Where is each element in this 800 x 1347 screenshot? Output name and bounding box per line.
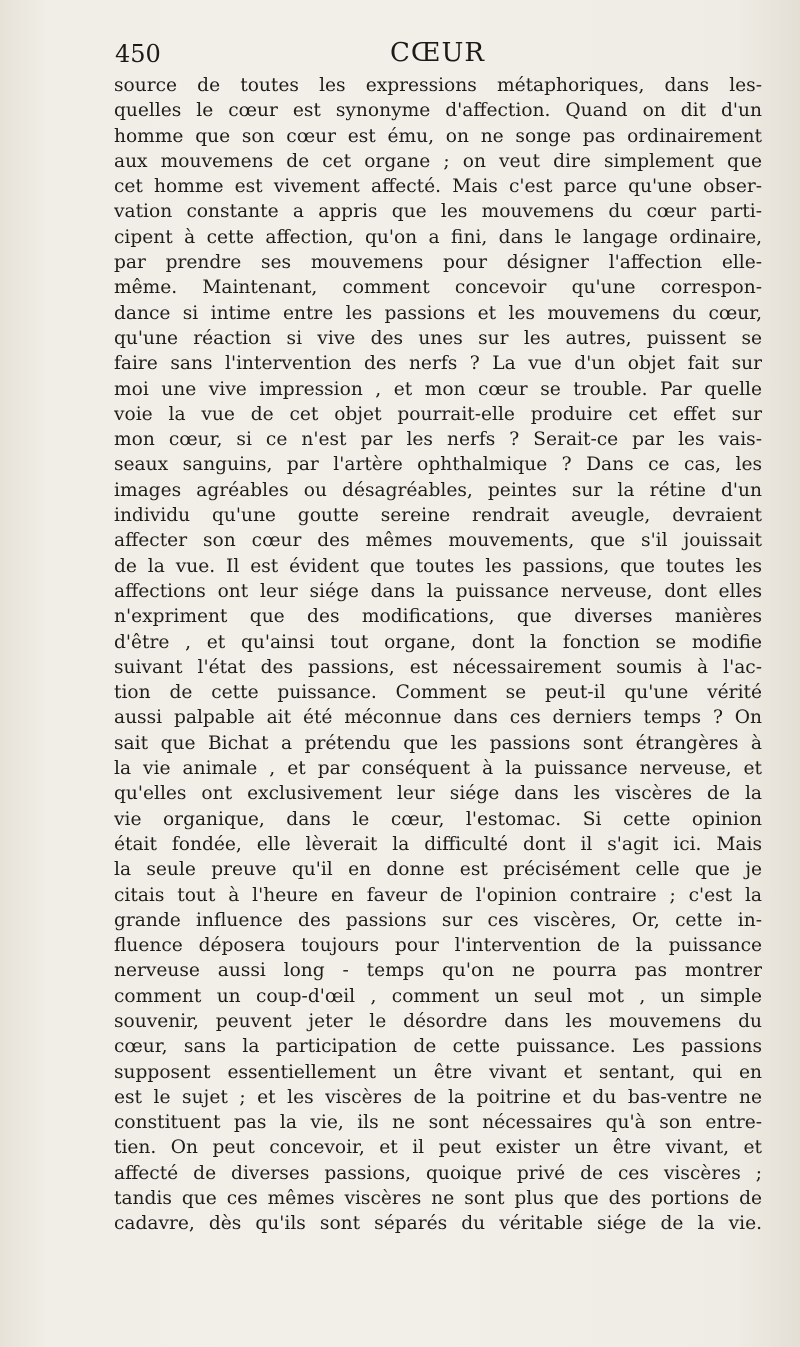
text-line: source de toutes les expressions métaphoriques, dans les-: [114, 75, 762, 96]
text-line: voie la vue de cet objet pourrait-elle produire cet effet sur: [114, 403, 762, 425]
text-line: tion de cette puissance. Comment se peut-il qu'une vérité: [114, 682, 762, 704]
text-line: supposent essentiellement un être vivant et sentant, qui en: [114, 1061, 762, 1083]
text-line: suivant l'état des passions, est nécessairement soumis à l'ac-: [114, 656, 762, 678]
text-line: cipent à cette affection, qu'on a fini, dans le langage ordinaire,: [114, 226, 762, 248]
text-line: seaux sanguins, par l'artère ophthalmique ? Dans ce cas, les: [114, 454, 762, 476]
text-line: mon cœur, si ce n'est par les nerfs ? Serait-ce par les vais-: [114, 429, 762, 451]
text-line: moi une vive impression , et mon cœur se trouble. Par quelle: [114, 378, 762, 400]
text-line: cet homme est vivement affecté. Mais c'est parce qu'une obser-: [114, 176, 762, 198]
text-line: était fondée, elle lèverait la difficulté dont il s'agit ici. Mais: [114, 833, 762, 855]
text-line: constituent pas la vie, ils ne sont nécessaires qu'à son entre-: [114, 1112, 762, 1134]
text-line: souvenir, peuvent jeter le désordre dans les mouvemens du: [114, 1010, 762, 1032]
text-line: tien. On peut concevoir, et il peut exister un être vivant, et: [114, 1137, 762, 1159]
text-line: aux mouvemens de cet organe ; on veut dire simplement que: [114, 150, 762, 172]
text-line: n'expriment que des modifications, que diverses manières: [114, 606, 762, 628]
text-line: qu'elles ont exclusivement leur siége dans les viscères de la: [114, 783, 762, 805]
text-line: fluence déposera toujours pour l'intervention de la puissance: [114, 935, 762, 957]
text-line: la vie animale , et par conséquent à la puissance nerveuse, et: [114, 758, 762, 780]
text-line: vation constante a appris que les mouvemens du cœur parti-: [114, 201, 762, 223]
text-line: cœur, sans la participation de cette puissance. Les passions: [114, 1036, 762, 1058]
text-line: tandis que ces mêmes viscères ne sont plus que des portions de: [114, 1188, 762, 1210]
text-line: vie organique, dans le cœur, l'estomac. Si cette opinion: [114, 808, 762, 830]
text-line: affecté de diverses passions, quoique privé de ces viscères ;: [114, 1162, 762, 1184]
text-line: faire sans l'intervention des nerfs ? La vue d'un objet fait sur: [114, 353, 762, 375]
page-header: [115, 38, 760, 74]
text-line: citais tout à l'heure en faveur de l'opinion contraire ; c'est la: [114, 884, 762, 906]
text-line: qu'une réaction si vive des unes sur les autres, puissent se: [114, 327, 762, 349]
text-line: grande influence des passions sur ces viscères, Or, cette in-: [114, 909, 762, 931]
text-line: dance si intime entre les passions et les mouvemens du cœur,: [114, 302, 762, 324]
text-line: est le sujet ; et les viscères de la poitrine et du bas-ventre ne: [114, 1086, 762, 1108]
text-line: sait que Bichat a prétendu que les passions sont étrangères à: [114, 732, 762, 754]
page-number: 450: [115, 40, 161, 68]
text-line: homme que son cœur est ému, on ne songe pas ordinairement: [114, 125, 762, 147]
text-line: images agréables ou désagréables, peintes sur la rétine d'un: [114, 479, 762, 501]
text-line: affecter son cœur des mêmes mouvements, que s'il jouissait: [114, 530, 762, 552]
text-line: même. Maintenant, comment concevoir qu'une correspon-: [114, 277, 762, 299]
text-line: aussi palpable ait été méconnue dans ces derniers temps ? On: [114, 707, 762, 729]
text-line: par prendre ses mouvemens pour désigner l'affection elle-: [114, 252, 762, 274]
text-line: affections ont leur siége dans la puissance nerveuse, dont elles: [114, 580, 762, 602]
text-line: nerveuse aussi long - temps qu'on ne pourra pas montrer: [114, 960, 762, 982]
text-line: de la vue. Il est évident que toutes les passions, que toutes les: [114, 555, 762, 577]
text-line: la seule preuve qu'il en donne est précisément celle que je: [114, 859, 762, 881]
text-line: quelles le cœur est synonyme d'affection. Quand on dit d'un: [114, 100, 762, 122]
running-head: CŒUR: [390, 38, 485, 68]
text-line: d'être , et qu'ainsi tout organe, dont la fonction se modifie: [114, 631, 762, 653]
body-text: [114, 73, 762, 1237]
text-line: comment un coup-d'œil , comment un seul mot , un simple: [114, 985, 762, 1007]
text-line: cadavre, dès qu'ils sont séparés du véritable siége de la vie.: [114, 1213, 762, 1235]
text-line: individu qu'une goutte sereine rendrait aveugle, devraient: [114, 505, 762, 527]
